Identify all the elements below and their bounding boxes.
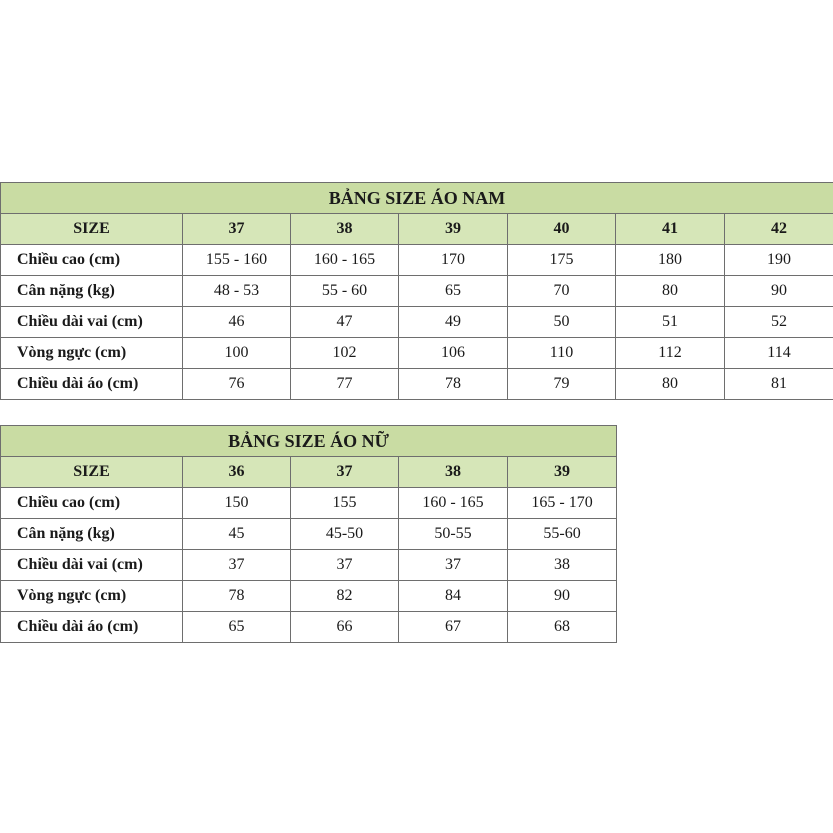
row-label: Cân nặng (kg) [1,276,183,307]
table-cell: 90 [508,581,617,612]
table-cell: 78 [183,581,291,612]
table-row [1,581,617,612]
table-cell: 155 - 160 [183,245,291,276]
table-cell: 114 [725,338,833,369]
table-cell: 45 [183,519,291,550]
table-cell: 90 [725,276,833,307]
men-size-table [0,182,833,400]
table-cell: 150 [183,488,291,519]
table-cell: 37 [183,550,291,581]
men-header-row [1,214,833,245]
table-cell: 160 - 165 [291,245,399,276]
header-cell: 41 [616,214,725,245]
header-cell: 37 [291,457,399,488]
row-label: Chiều dài vai (cm) [1,307,183,338]
table-cell: 160 - 165 [399,488,508,519]
women-table-title: BẢNG SIZE ÁO NỮ [1,426,617,457]
table-cell: 45-50 [291,519,399,550]
table-cell: 70 [508,276,616,307]
row-label: Chiều cao (cm) [1,488,183,519]
women-size-table [0,425,617,643]
table-cell: 155 [291,488,399,519]
table-row [1,519,617,550]
table-cell: 102 [291,338,399,369]
table-cell: 55 - 60 [291,276,399,307]
row-label: Cân nặng (kg) [1,519,183,550]
table-cell: 50-55 [399,519,508,550]
row-label: Vòng ngực (cm) [1,338,183,369]
table-cell: 51 [616,307,725,338]
table-row [1,307,833,338]
table-cell: 49 [399,307,508,338]
row-label: Chiều dài vai (cm) [1,550,183,581]
header-cell: 39 [508,457,617,488]
table-cell: 65 [183,612,291,643]
table-cell: 37 [291,550,399,581]
header-cell: 42 [725,214,833,245]
men-table-title: BẢNG SIZE ÁO NAM [1,183,833,214]
table-cell: 100 [183,338,291,369]
table-cell: 112 [616,338,725,369]
table-cell: 82 [291,581,399,612]
table-cell: 55-60 [508,519,617,550]
table-row [1,550,617,581]
table-cell: 66 [291,612,399,643]
row-label: Vòng ngực (cm) [1,581,183,612]
table-cell: 80 [616,276,725,307]
table-cell: 77 [291,369,399,400]
table-cell: 79 [508,369,616,400]
table-cell: 170 [399,245,508,276]
table-row [1,612,617,643]
header-cell: 36 [183,457,291,488]
table-cell: 38 [508,550,617,581]
table-row [1,338,833,369]
header-cell: 40 [508,214,616,245]
table-row [1,369,833,400]
header-cell: 38 [291,214,399,245]
row-label: Chiều dài áo (cm) [1,369,183,400]
table-cell: 180 [616,245,725,276]
table-cell: 52 [725,307,833,338]
header-cell: SIZE [1,457,183,488]
table-cell: 190 [725,245,833,276]
table-cell: 50 [508,307,616,338]
table-cell: 67 [399,612,508,643]
row-label: Chiều dài áo (cm) [1,612,183,643]
table-cell: 47 [291,307,399,338]
header-cell: 37 [183,214,291,245]
table-cell: 68 [508,612,617,643]
table-cell: 175 [508,245,616,276]
table-cell: 81 [725,369,833,400]
table-cell: 106 [399,338,508,369]
header-cell: SIZE [1,214,183,245]
table-cell: 80 [616,369,725,400]
row-label: Chiều cao (cm) [1,245,183,276]
table-cell: 37 [399,550,508,581]
table-cell: 46 [183,307,291,338]
table-cell: 65 [399,276,508,307]
women-header-row [1,457,617,488]
table-cell: 165 - 170 [508,488,617,519]
table-cell: 110 [508,338,616,369]
header-cell: 39 [399,214,508,245]
header-cell: 38 [399,457,508,488]
table-cell: 84 [399,581,508,612]
table-cell: 78 [399,369,508,400]
table-row [1,276,833,307]
table-cell: 48 - 53 [183,276,291,307]
table-row [1,245,833,276]
table-cell: 76 [183,369,291,400]
table-row [1,488,617,519]
